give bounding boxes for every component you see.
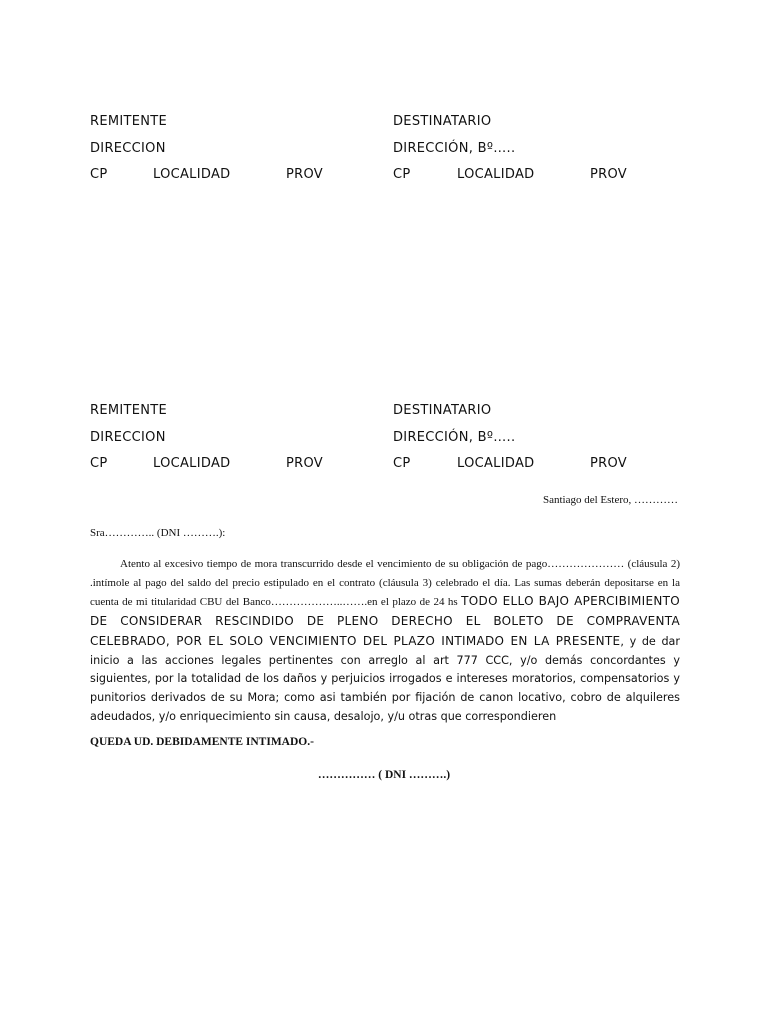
cp-destinatario-label: CP: [393, 167, 411, 182]
direccion-destinatario-label: DIRECCIÓN, Bº…..: [393, 141, 516, 156]
remitente-label: REMITENTE: [90, 114, 168, 129]
destinatario-label: DESTINATARIO: [393, 114, 492, 129]
signature-line: …………… ( DNI ……….): [317, 769, 451, 781]
destinatario-label: DESTINATARIO: [393, 403, 492, 418]
cp-destinatario-label: CP: [393, 456, 411, 471]
address-block-bottom: [0, 403, 768, 487]
body-text-intro: Atento al excesivo tiempo de mora transcurrido desde el vencimiento de su obligación de pago………………… (cláusula 2) .intímole al pago del saldo del precio estipulado en el contrato (cláusula 3) celebrado el día. Las sumas deberán depositarse en la cuenta de mi titularidad CBU del Banco………………..…….en el plazo de 24 hs: [90, 558, 680, 609]
direccion-label: DIRECCION: [90, 430, 166, 445]
prov-destinatario-label: PROV: [590, 167, 627, 182]
address-block-top: [0, 114, 768, 198]
salutation: Sra………….. (DNI ……….):: [90, 527, 226, 539]
body-text-warning: TODO ELLO BAJO APERCIBIMIENTO DE CONSIDERAR RESCINDIDO DE PLENO DERECHO EL BOLETO DE COMPRAVENTA CELEBRADO, POR EL SOLO VENCIMIENTO DEL PLAZO INTIMADO EN LA PRESENTE: [90, 594, 680, 648]
cp-label: CP: [90, 167, 108, 182]
body-paragraph: [90, 555, 680, 726]
direccion-destinatario-label: DIRECCIÓN, Bº…..: [393, 430, 516, 445]
localidad-label: LOCALIDAD: [153, 456, 231, 471]
remitente-label: REMITENTE: [90, 403, 168, 418]
body-text-legal: , y de dar inicio a las acciones legales pertinentes con arreglo al art 777 CCC, y/o demás concordantes y siguientes, por la totalidad de los daños y perjuicios irrogados e intereses moratorios, compensatorios y punitorios derivados de su Mora; como asi también por fijación de canon locativo, cobro de alquileres adeudados, y/o enriquecimiento sin causa, desalojo, y/u otras que correspondieren: [90, 634, 680, 723]
localidad-destinatario-label: LOCALIDAD: [457, 167, 535, 182]
prov-label: PROV: [286, 167, 323, 182]
localidad-destinatario-label: LOCALIDAD: [457, 456, 535, 471]
closing-statement: QUEDA UD. DEBIDAMENTE INTIMADO.-: [90, 736, 314, 748]
prov-label: PROV: [286, 456, 323, 471]
localidad-label: LOCALIDAD: [153, 167, 231, 182]
date-line: Santiago del Estero, …………: [542, 494, 678, 506]
cp-label: CP: [90, 456, 108, 471]
prov-destinatario-label: PROV: [590, 456, 627, 471]
direccion-label: DIRECCION: [90, 141, 166, 156]
